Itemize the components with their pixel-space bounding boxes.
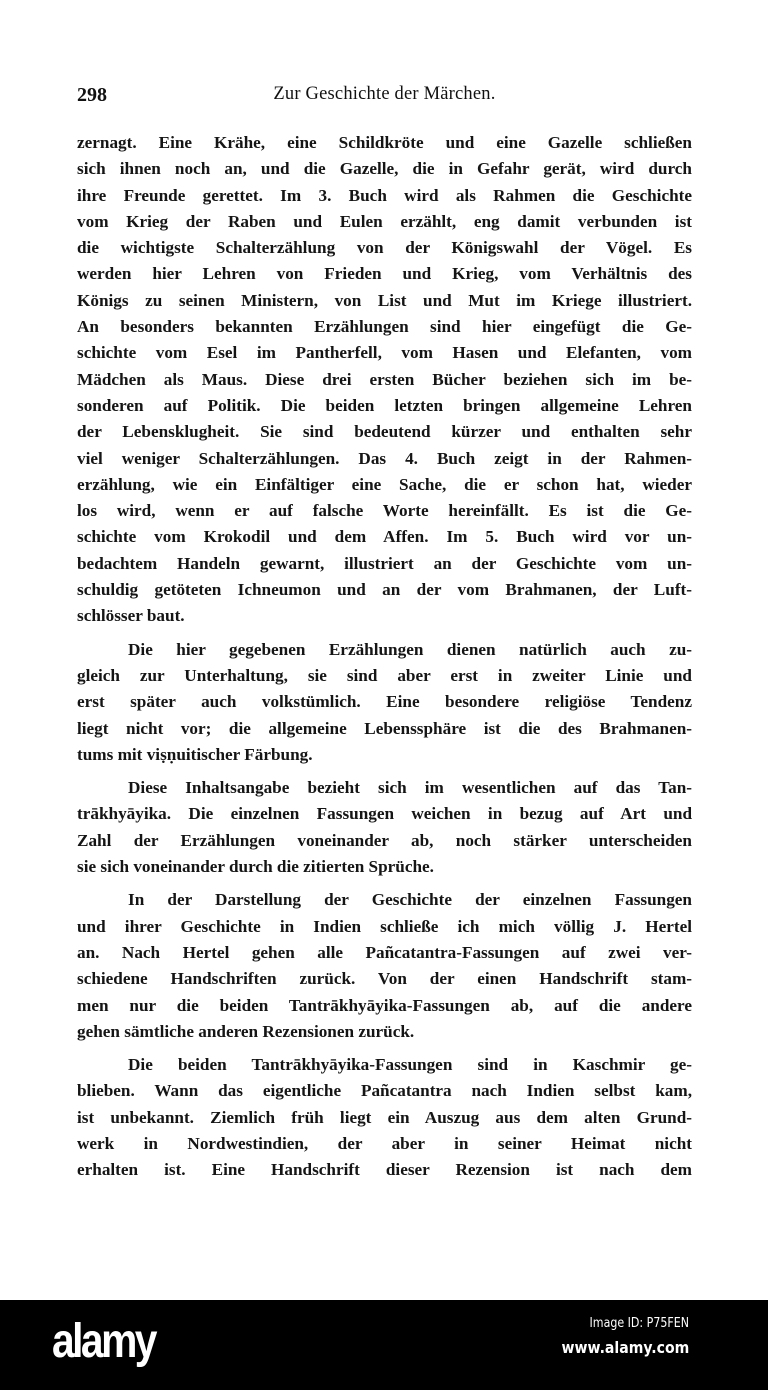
paragraph [77, 887, 692, 1045]
text-line: Diese Inhaltsangabe bezieht sich im wesentlichen auf das Tan- [128, 778, 692, 798]
text-line: werden hier Lehren von Frieden und Krieg, vom Verhältnis des [77, 264, 692, 284]
text-line: los wird, wenn er auf falsche Worte hereinfällt. Es ist die Ge- [77, 501, 692, 521]
page-number: 298 [77, 84, 107, 106]
text-line: liegt nicht vor; die allgemeine Lebenssphäre ist die des Brahmanen- [77, 718, 692, 738]
text-line: Königs zu seinen Ministern, von List und Mut im Kriege illustriert. [77, 290, 692, 310]
text-line: An besonders bekannten Erzählungen sind hier eingefügt die Ge- [77, 317, 692, 337]
image-id: Image ID: P75FEN [589, 1316, 689, 1331]
text-line: ist unbekannt. Ziemlich früh liegt ein Auszug aus dem alten Grund- [77, 1107, 692, 1127]
text-line: Mädchen als Maus. Diese drei ersten Bücher beziehen sich im be- [77, 369, 692, 389]
text-line: erhalten ist. Eine Handschrift dieser Rezension ist nach dem [77, 1160, 692, 1180]
text-line: men nur die beiden Tantrākhyāyika-Fassungen ab, auf die andere [77, 995, 692, 1015]
text-line: Zahl der Erzählungen voneinander ab, noch stärker unterscheiden [77, 830, 692, 850]
text-line: erst später auch volkstümlich. Eine besondere religiöse Tendenz [77, 692, 692, 712]
text-line: sich ihnen noch an, und die Gazelle, die in Gefahr gerät, wird durch [77, 159, 692, 179]
body-text [77, 130, 692, 1191]
text-line: ihre Freunde gerettet. Im 3. Buch wird als Rahmen die Geschichte [77, 185, 692, 205]
text-line: Die beiden Tantrākhyāyika-Fassungen sind in Kaschmir ge- [128, 1055, 692, 1075]
running-title: Zur Geschichte der Märchen. [273, 84, 496, 104]
text-line: schichte vom Krokodil und dem Affen. Im 5. Buch wird vor un- [77, 527, 692, 547]
text-line: schichte vom Esel im Pantherfell, vom Hasen und Elefanten, vom [77, 343, 692, 363]
text-line: tums mit viṣṇuitischer Färbung. [77, 744, 313, 764]
text-line: werk in Nordwestindien, der aber in seiner Heimat nicht [77, 1133, 692, 1153]
text-line: erzählung, wie ein Einfältiger eine Sache, die er schon hat, wieder [77, 474, 692, 494]
text-line: die wichtigste Schalterzählung von der Königswahl der Vögel. Es [77, 238, 692, 258]
site-url: www.alamy.com [561, 1338, 689, 1357]
text-line: gleich zur Unterhaltung, sie sind aber erst in zweiter Linie und [77, 665, 692, 685]
page-header [77, 84, 692, 112]
text-line: gehen sämtliche anderen Rezensionen zurück. [77, 1021, 415, 1041]
text-line: blieben. Wann das eigentliche Pañcatantra nach Indien selbst kam, [77, 1081, 692, 1101]
paragraph [77, 130, 692, 630]
text-line: trākhyāyika. Die einzelnen Fassungen weichen in bezug auf Art und [77, 804, 692, 824]
text-line: und ihrer Geschichte in Indien schließe ich mich völlig J. Hertel [77, 916, 692, 936]
text-line: Die hier gegebenen Erzählungen dienen natürlich auch zu- [128, 639, 692, 659]
paragraph [77, 637, 692, 768]
text-line: vom Krieg der Raben und Eulen erzählt, eng damit verbunden ist [77, 211, 692, 231]
paragraph [77, 775, 692, 880]
text-line: bedachtem Handeln gewarnt, illustriert an der Geschichte vom un- [77, 553, 692, 573]
text-line: schlösser baut. [77, 606, 185, 626]
text-line: schiedene Handschriften zurück. Von der einen Handschrift stam- [77, 969, 692, 989]
text-line: In der Darstellung der Geschichte der einzelnen Fassungen [128, 890, 692, 910]
paragraph [77, 1052, 692, 1183]
alamy-logo: alamy [52, 1315, 155, 1368]
text-line: zernagt. Eine Krähe, eine Schildkröte und eine Gazelle schließen [77, 133, 692, 152]
text-line: viel weniger Schalterzählungen. Das 4. Buch zeigt in der Rahmen- [77, 448, 692, 468]
watermark-bar [0, 1300, 768, 1390]
text-line: sonderen auf Politik. Die beiden letzten bringen allgemeine Lehren [77, 395, 692, 415]
text-line: an. Nach Hertel gehen alle Pañcatantra-Fassungen auf zwei ver- [77, 942, 692, 962]
text-line: der Lebensklugheit. Sie sind bedeutend kürzer und enthalten sehr [77, 422, 692, 442]
text-line: sie sich voneinander durch die zitierten Sprüche. [77, 857, 434, 877]
text-line: schuldig getöteten Ichneumon und an der vom Brahmanen, der Luft- [77, 580, 692, 600]
